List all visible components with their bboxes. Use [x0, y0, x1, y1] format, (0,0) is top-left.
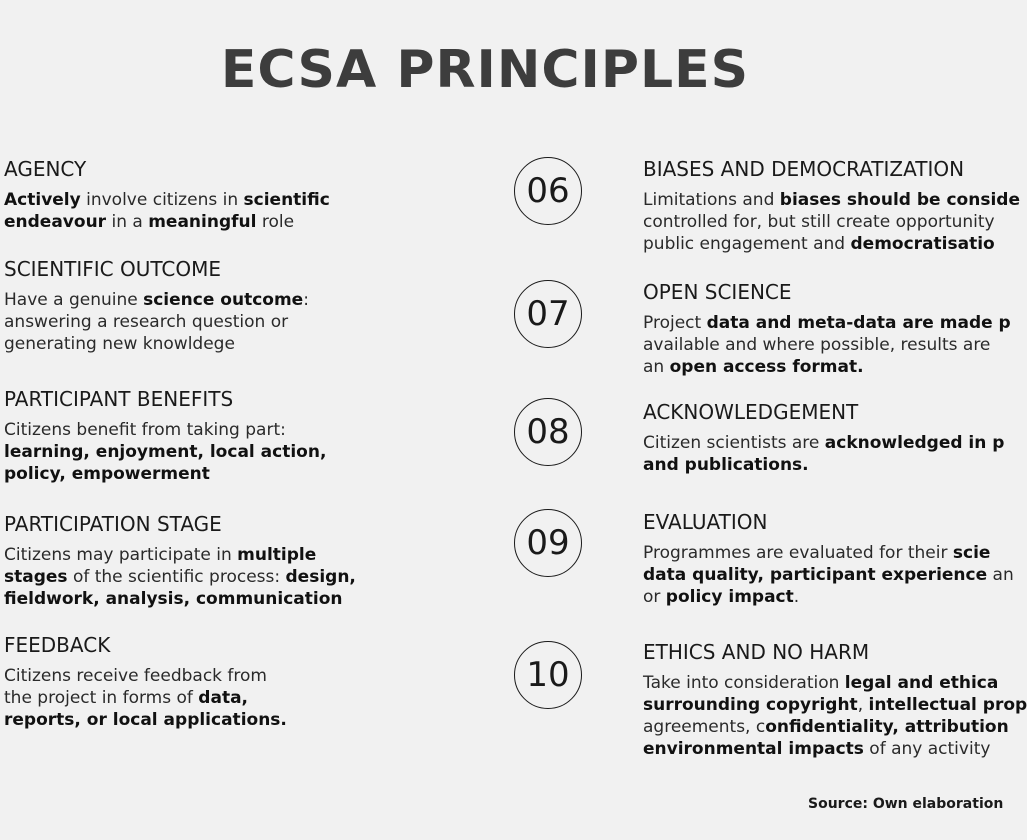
principle-description: [4, 544, 356, 610]
principle-heading: EVALUATION: [643, 510, 768, 534]
text: :: [303, 290, 309, 310]
bold-text: stages: [4, 567, 68, 587]
description-line: [643, 334, 1011, 356]
bold-text: data quality, participant experience: [643, 565, 988, 585]
text: Take into consideration: [643, 673, 845, 693]
description-line: [643, 564, 1014, 586]
text: of any activity: [863, 739, 991, 759]
text: the project in forms of: [4, 688, 199, 708]
bold-text: surrounding copyright: [643, 695, 858, 715]
description-line: [643, 542, 1014, 564]
description-line: [4, 687, 287, 709]
description-line: [4, 311, 309, 333]
page-title: ECSA PRINCIPLES: [220, 40, 750, 100]
principle-heading: ETHICS AND NO HARM: [643, 640, 870, 664]
bold-text: science outcome: [143, 290, 304, 310]
number-badge-07: 07: [514, 280, 582, 348]
description-line: [643, 586, 1014, 608]
description-line: [4, 566, 356, 588]
number-badge-09: 09: [514, 509, 582, 577]
description-line: [4, 419, 326, 441]
principle-evaluation: [643, 510, 1014, 608]
text: Limitations and: [643, 190, 780, 210]
description-line: [643, 211, 1020, 233]
bold-text: biases should be conside: [779, 190, 1020, 210]
principle-heading: PARTICIPATION STAGE: [4, 512, 222, 536]
principle-description: [643, 312, 1011, 378]
description-line: [643, 189, 1020, 211]
bold-text: onfidentiality, attribution: [765, 717, 1009, 737]
principle-heading: SCIENTIFIC OUTCOME: [4, 257, 222, 281]
text: or: [643, 587, 666, 607]
text: agreements, c: [643, 717, 766, 737]
bold-text: fieldwork, analysis, communication: [4, 589, 343, 609]
principle-description: [4, 189, 330, 233]
description-line: [4, 189, 330, 211]
text: Citizen scientists are: [643, 433, 825, 453]
bold-text: legal and ethica: [844, 673, 999, 693]
principle-heading: OPEN SCIENCE: [643, 280, 792, 304]
principle-description: [643, 432, 1004, 476]
description-line: [4, 463, 326, 485]
description-line: [4, 588, 356, 610]
description-line: [4, 289, 309, 311]
bold-text: intellectual prop: [868, 695, 1027, 715]
description-line: [643, 738, 1027, 760]
description-line: [4, 211, 330, 233]
bold-text: and publications.: [643, 455, 809, 475]
description-line: [643, 432, 1004, 454]
bold-text: design,: [285, 567, 356, 587]
text: Project: [643, 313, 707, 333]
description-line: [4, 544, 356, 566]
bold-text: endeavour: [4, 212, 107, 232]
description-line: [4, 333, 309, 355]
description-line: [643, 312, 1011, 334]
description-line: [643, 233, 1020, 255]
text: available and where possible, results are: [643, 335, 991, 355]
bold-text: environmental impacts: [643, 739, 864, 759]
principle-description: [643, 542, 1014, 608]
bold-text: scientific: [243, 190, 330, 210]
principle-participation-stage: [4, 512, 356, 610]
text: an: [987, 565, 1014, 585]
description-line: [643, 716, 1027, 738]
description-line: [643, 672, 1027, 694]
principle-feedback: [4, 633, 287, 731]
principle-open-science: [643, 280, 1011, 378]
description-line: [643, 356, 1011, 378]
principle-description: [643, 672, 1027, 760]
principle-heading: BIASES AND DEMOCRATIZATION: [643, 157, 965, 181]
text: Have a genuine: [4, 290, 144, 310]
text: Citizens receive feedback from: [4, 666, 267, 686]
bold-text: data and meta-data are made p: [706, 313, 1011, 333]
principle-scientific-outcome: [4, 257, 309, 355]
principle-participant-benefits: [4, 387, 326, 485]
principle-acknowledgement: [643, 400, 1004, 476]
bold-text: data,: [198, 688, 248, 708]
principle-ethics-no-harm: [643, 640, 1027, 760]
bold-text: meaningful: [148, 212, 257, 232]
principle-heading: AGENCY: [4, 157, 87, 181]
text: controlled for, but still create opportunity: [643, 212, 995, 232]
bold-text: Actively: [4, 190, 81, 210]
bold-text: democratisatio: [850, 234, 995, 254]
principle-description: [4, 419, 326, 485]
text: Citizens may participate in: [4, 545, 238, 565]
bold-text: scie: [952, 543, 991, 563]
principle-heading: FEEDBACK: [4, 633, 111, 657]
bold-text: learning, enjoyment, local action,: [4, 442, 327, 462]
principle-heading: ACKNOWLEDGEMENT: [643, 400, 859, 424]
text: in a: [106, 212, 149, 232]
principle-description: [4, 665, 287, 731]
source-note: Source: Own elaboration: [808, 796, 1004, 812]
text: of the scientific process:: [67, 567, 286, 587]
description-line: [4, 665, 287, 687]
number-badge-06: 06: [514, 157, 582, 225]
principle-heading: PARTICIPANT BENEFITS: [4, 387, 234, 411]
bold-text: open access format.: [669, 357, 864, 377]
text: role: [256, 212, 295, 232]
text: generating new knowldege: [4, 334, 235, 354]
principle-description: [643, 189, 1020, 255]
description-line: [4, 709, 287, 731]
bold-text: policy, empowerment: [4, 464, 210, 484]
principle-description: [4, 289, 309, 355]
description-line: [643, 694, 1027, 716]
text: answering a research question or: [4, 312, 289, 332]
text: Citizens benefit from taking part:: [4, 420, 286, 440]
bold-text: reports, or local applications.: [4, 710, 287, 730]
bold-text: multiple: [237, 545, 317, 565]
text: Programmes are evaluated for their: [643, 543, 953, 563]
text: an: [643, 357, 670, 377]
description-line: [643, 454, 1004, 476]
description-line: [4, 441, 326, 463]
bold-text: policy impact: [665, 587, 794, 607]
text: .: [793, 587, 800, 607]
text: public engagement and: [643, 234, 851, 254]
principle-agency: [4, 157, 330, 233]
text: involve citizens in: [80, 190, 244, 210]
bold-text: acknowledged in p: [824, 433, 1005, 453]
number-badge-08: 08: [514, 398, 582, 466]
number-badge-10: 10: [514, 641, 582, 709]
text: ,: [857, 695, 869, 715]
principle-biases-democratization: [643, 157, 1020, 255]
